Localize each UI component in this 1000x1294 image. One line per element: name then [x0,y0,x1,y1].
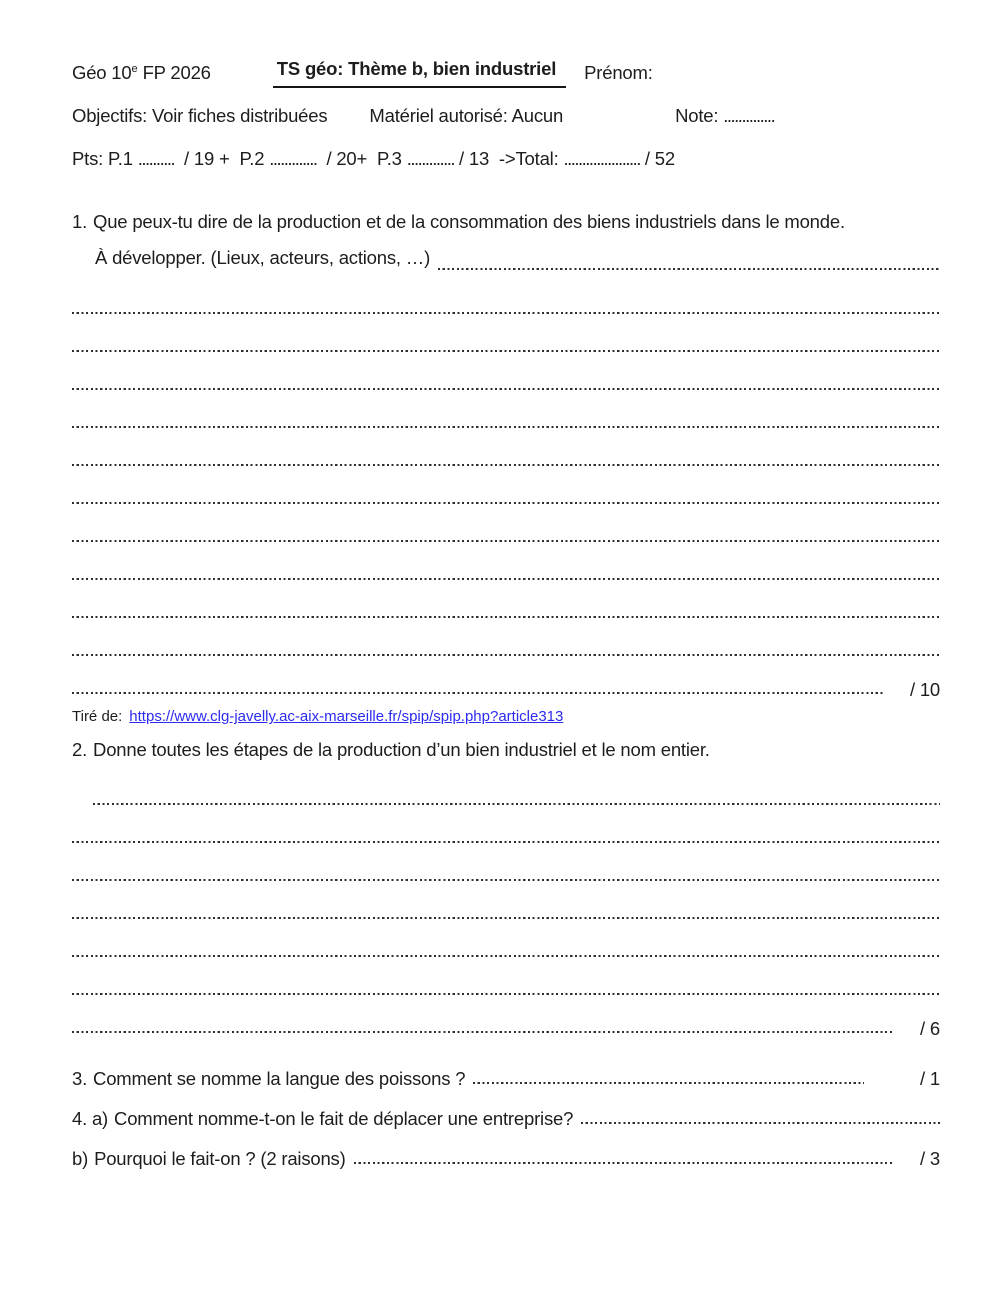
question-text: Donne toutes les étapes de la production d’un bien industriel et le nom entier. [93,739,710,761]
answer-line [72,767,940,805]
course-label: Géo 10e FP 2026 [72,62,211,84]
question-4b [72,1140,940,1170]
answer-line [354,1162,894,1164]
header-line-2 [72,101,940,131]
answer-line-scored [72,656,940,700]
answer-line [72,919,940,957]
question-number: 2. [72,739,88,761]
question-4a [72,1100,940,1130]
question-2-answer-block [72,767,940,1039]
materiel-label: Matériel autorisé: Aucun [369,105,564,127]
question-1-text [72,204,940,240]
source-prefix: Tiré de: [72,708,123,726]
answer-line [72,352,940,390]
answer-line [72,466,940,504]
question-number: 3. [72,1068,88,1090]
pts-total-label: / 13 ->Total: [454,148,564,170]
question-1-subtext [95,240,940,276]
question-number: 4. a) [72,1108,109,1130]
question-1-score: / 10 [909,678,940,700]
pts-max-label: / 52 [639,148,675,170]
pts-p3-label: / 20+ P.3 [316,148,407,170]
question-text: Comment se nomme la langue des poissons ? [93,1068,466,1090]
answer-line [72,314,940,352]
exam-title: TS géo: Thème b, bien industriel [273,54,566,88]
question-4-score: / 3 [920,1148,940,1170]
points-line [72,144,940,174]
question-3 [72,1060,940,1090]
question-3-score: / 1 [920,1068,940,1090]
answer-line [72,580,940,618]
note-label: Note: [675,105,719,127]
pts-p3-dots: ............. [406,148,455,170]
source-line [72,706,940,728]
header-line-1 [72,54,940,88]
question-number: b) [72,1148,89,1170]
question-text: Pourquoi le fait-on ? (2 raisons) [94,1148,346,1170]
question-text: À développer. (Lieux, acteurs, actions, …) [95,247,431,269]
answer-line [72,542,940,580]
answer-line [581,1122,940,1124]
answer-line [72,504,940,542]
answer-line [438,268,940,270]
answer-line-scored [72,995,940,1039]
answer-line [72,881,940,919]
answer-line [72,276,940,314]
pts-p1-dots: .......... [137,148,175,170]
answer-line [72,428,940,466]
question-2-score: / 6 [920,1017,940,1039]
note-field [675,101,774,131]
course-superscript: e [131,63,138,75]
pts-p1-label: Pts: P.1 [72,148,138,170]
note-dots: .............. [723,105,775,127]
question-text: Que peux-tu dire de la production et de la consommation des biens industriels dans le monde. [93,211,845,233]
answer-line [72,618,940,656]
question-1-answer-block [72,276,940,700]
prenom-label: Prénom: [584,62,653,84]
objectifs-label: Objectifs: Voir fiches distribuées [72,105,328,127]
question-number: 1. [72,211,88,233]
pts-p2-dots: ............. [269,148,317,170]
pts-total-dots: ..................... [563,148,640,170]
answer-line [72,805,940,843]
question-2-text [72,733,940,767]
pts-p2-label: / 19 + P.2 [174,148,270,170]
answer-line [72,843,940,881]
answer-line [473,1082,864,1084]
answer-line [72,390,940,428]
question-text: Comment nomme-t-on le fait de déplacer une entreprise? [114,1108,574,1130]
source-link[interactable]: https://www.clg-javelly.ac-aix-marseille.fr/spip/spip.php?article313 [129,708,564,726]
answer-line [72,957,940,995]
